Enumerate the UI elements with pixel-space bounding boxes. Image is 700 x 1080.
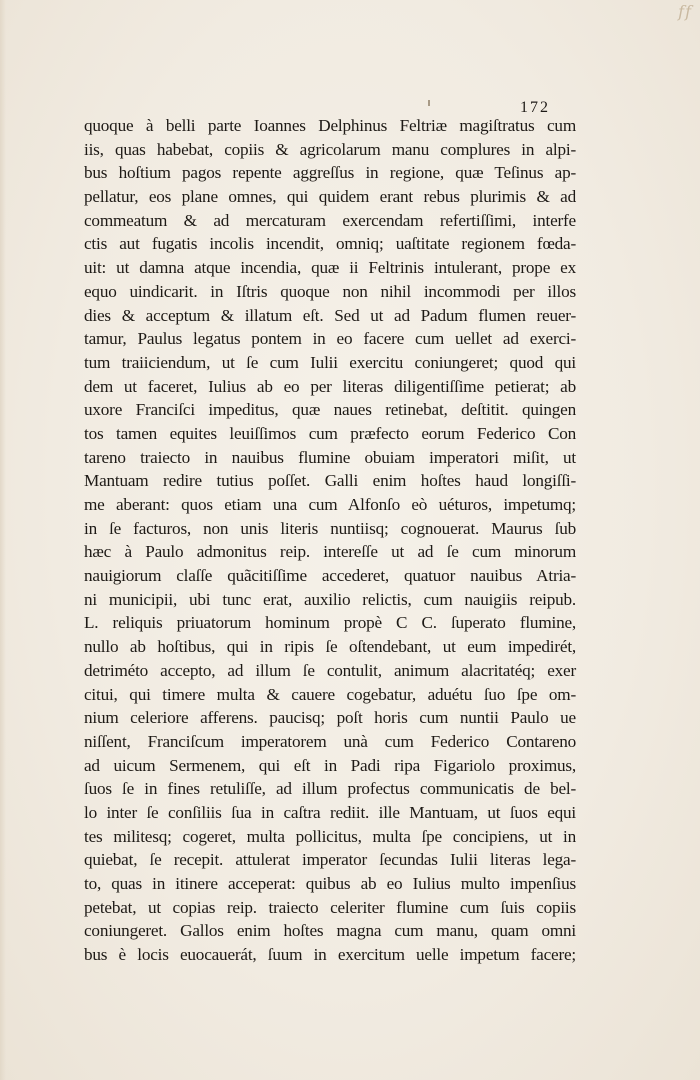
text-line: niſſent, Franciſcum imperatorem unà cum Federico Contareno (84, 731, 576, 751)
text-line: uit: ut damna atque incendia, quæ ii Feltrinis intulerant, prope ex (84, 258, 576, 278)
page-edge-shadow (0, 0, 6, 1080)
text-line: citui, qui timere multa & cauere cogebatur, aduétu ſuo ſpe om- (84, 684, 576, 704)
text-line: commeatum & ad mercaturam exercendam refertiſſimi, interfe (84, 210, 576, 230)
margin-pencil-mark: ff (678, 2, 692, 21)
text-line: tareno traiecto in nauibus flumine obuiam imperatori miſit, ut (84, 447, 576, 467)
text-line: petebat, ut copias reip. traiecto celeriter flumine cum ſuis copiis (84, 897, 576, 917)
text-block (84, 114, 576, 967)
text-line: uxore Franciſci impeditus, quæ naues retinebat, deſtitit. quingen (84, 400, 576, 420)
text-line: tos tamen equites leuiſſimos cum præfecto eorum Federico Con (84, 423, 576, 443)
text-line: ni municipii, ubi tunc erat, auxilio relictis, cum nauigiis reipub. (84, 589, 576, 609)
text-line: in ſe facturos, non unis literis nuntiisq; cognouerat. Maurus ſub (84, 518, 576, 538)
text-line: nauigiorum claſſe quãcitiſſime accederet, quatuor nauibus Atria- (84, 566, 576, 586)
text-line: ad uicum Sermenem, qui eſt in Padi ripa Figariolo proximus, (84, 755, 576, 775)
text-line: ctis aut fugatis incolis incendit, omniq; uaſtitate regionem fœda- (84, 234, 576, 254)
text-line: quoque à belli parte Ioannes Delphinus Feltriæ magiſtratus cum (84, 116, 576, 135)
text-line: lo inter ſe conſiliis ſua in caſtra rediit. ille Mantuam, ut ſuos equi (84, 802, 576, 822)
text-line: equo uindicarit. in Iſtris quoque non nihil incommodi per illos (84, 281, 576, 301)
text-line: tamur, Paulus legatus pontem in eo facere cum uellet ad exerci- (84, 329, 576, 349)
text-line: tes militesq; cogeret, multa pollicitus, multa ſpe concipiens, ut in (84, 826, 576, 846)
page-number: 172 (520, 99, 550, 116)
text-line: coniungeret. Gallos enim hoſtes magna cum manu, quam omni (84, 921, 576, 941)
text-line: ſuos ſe in fines retuliſſe, ad illum profectus communicatis de bel- (84, 779, 576, 799)
header-tick-mark (428, 100, 430, 106)
text-line: iis, quas habebat, copiis & agricolarum manu complures in alpi- (84, 139, 576, 159)
text-line: nium celeriore afferens. paucisq; poſt horis cum nuntii Paulo ue (84, 708, 576, 728)
text-line: me aberant: quos etiam una cum Alfonſo eò uéturos, impetumq; (84, 495, 576, 514)
text-line: nullo ab hoſtibus, qui in ripis ſe oſtendebant, ut eum impedirét, (84, 637, 576, 657)
text-line: quiebat, ſe recepit. attulerat imperator ſecundas Iulii literas lega- (84, 850, 576, 870)
text-line: bus hoſtium pagos repente aggreſſus in regione, quæ Teſinus ap- (84, 163, 576, 183)
text-line: dem ut faceret, Iulius ab eo per literas diligentiſſime petierat; ab (84, 376, 576, 396)
text-line: L. reliquis priuatorum hominum propè C C. ſuperato flumine, (84, 613, 576, 633)
text-line: hæc à Paulo admonitus reip. intereſſe ut ad ſe cum minorum (84, 542, 576, 562)
text-line: tum traiiciendum, ut ſe cum Iulii exercitu coniungeret; quod qui (84, 352, 576, 372)
text-line: Mantuam redire tutius poſſet. Galli enim hoſtes haud longiſſi- (84, 471, 576, 491)
text-line: detriméto accepto, ad illum ſe contulit, animum alacritatéq; exer (84, 660, 576, 680)
text-line: dies & acceptum & illatum eſt. Sed ut ad Padum flumen reuer- (84, 305, 576, 325)
text-line: to, quas in itinere acceperat: quibus ab eo Iulius multo impenſius (84, 874, 576, 893)
text-line: pellatur, eos plane omnes, qui quidem erant rebus plurimis & ad (84, 187, 576, 207)
text-line: bus è locis euocauerát, ſuum in exercitum uelle impetum facere; (84, 945, 576, 965)
